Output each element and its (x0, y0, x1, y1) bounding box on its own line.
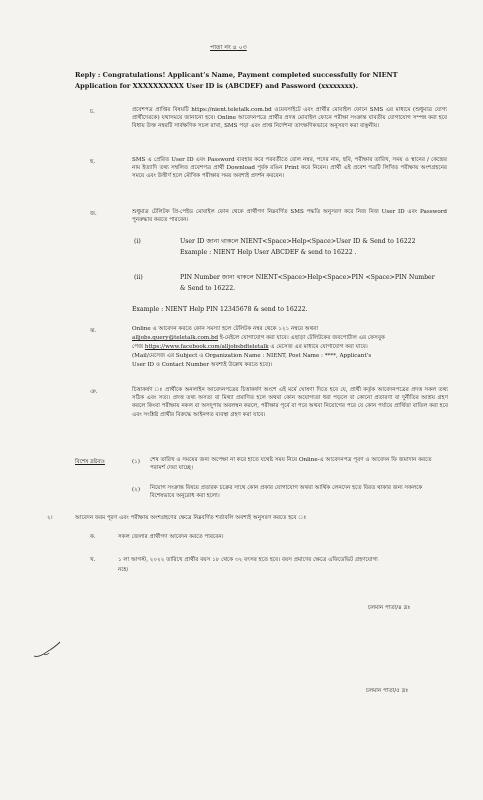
item-marker-jh: ঝ. (90, 328, 97, 334)
special-note-marker-1: (১) (132, 459, 140, 465)
sub-marker-ii: (ii) (134, 274, 143, 281)
special-note-label: বিশেষ দ্রষ্টব্যঃ (75, 459, 105, 465)
item-marker-chh: ছ. (90, 159, 96, 165)
sub-marker-i: (i) (134, 238, 141, 245)
reply-text: Reply : Congratulations! Applicant’s Name, Payment completed successfully for NIENT Application for XXXXXXXXXX User ID is (ABCDEF) and Password (xxxxxxxx). (75, 71, 398, 90)
item-jh-line4: (Mail/মেসেজ এর Subject এ Organization Name : NIENT, Post Name : ****, Applicant’s (132, 353, 372, 359)
special-note-point-1: শেষ তারিখ ও সময়ের জন্য অপেক্ষা না করে হাতে যথেষ্ট সময় নিয়ে Online-এ আবেদনপত্র পূরণ ও আবেদন ফি জমাদান করতে পরামর্শ দেয়া যাচ্ছে। (150, 457, 432, 472)
section-2-ka-text: সকল জেলার প্রার্থীগণ আবেদন করতে পারবেন। (118, 534, 224, 540)
item-jh-line3-pre: পেজ (132, 344, 145, 350)
item-jh-line1: Online এ আবেদন করতে কোন সমস্যা হলে টেলিটক নম্বর থেকে ১২১ নম্বরে অথবা (132, 326, 318, 332)
item-ch-text: প্রবেশপত্র প্রাপ্তির বিষয়টি https://nient.teletalk.com.bd ওয়েবসাইটে এবং প্রার্থীর মোবাইল ফোনে SMS এর মাধ্যমে (শুধুমাত্র যোগ্য প্রার্থীদেরকে) যথাসময়ে জানানো হবে। Online আবেদনপত্রে প্রার্থীর প্রদত্ত মোবাইল ফোনে পরীক্ষা সংক্রান্ত যাবতীয় যোগাযোগ সম্পন্ন করা হবে বিধায় উক্ত নম্বরটি সার্বক্ষণিক সচল রাখা, SMS পড়া এবং প্রাপ্ত নির্দেশনা তাৎক্ষণিকভাবে অনুসরণ করা বাঞ্ছনীয়। (132, 107, 447, 130)
item-nya-text: চিত্তাকর্ষণ ঃ প্রার্থীকে অনলাইন আবেদনপত্রের চিত্তাকর্ষণ অংশে এই মর্মে ঘোষণা দিতে হবে যে, প্রার্থী কর্তৃক আবেদনপত্রের প্রদত্ত সকল তথ্য সঠিক এবং সত্য। প্রদত্ত তথ্য অসত্য বা মিথ্যা প্রমাণিত হলে অথবা কোন অযোগ্যতা ধরা পড়লে বা কোনো প্রতারণা বা দুর্নীতির আশ্রয় গ্রহণ করলে কিংবা পরীক্ষায় নকল বা অসদুপায় অবলম্বন করলে, পরীক্ষার পূর্বে বা পরে অথবা নিয়োগের পরে যে কোন পর্যায়ে প্রার্থিতা বাতিল করা হবে এবং সংশ্লিষ্ট প্রার্থীর বিরুদ্ধে আইনগত ব্যবস্থা গ্রহণ করা যাবে। (132, 387, 448, 418)
item-marker-ch: চ. (90, 109, 95, 115)
sub-i-line1: User ID জানা থাকলে NIENT<Space>Help<Space>User ID & Send to 16222 (180, 238, 416, 245)
special-note-point-2: নিয়োগ সংক্রান্ত বিষয়ে প্রতারক চক্রের সাথে কোন প্রকার যোগাযোগ অথবা আর্থিক লেনদেন হতে বিরত থাকার জন্য সকলকে বিশেষভাবে অনুরোধ করা হলো। (150, 485, 423, 500)
item-jh-line2-rest: ই-মেইলে যোগাযোগ করা যাবে। এছাড়া টেলিটকের জবপোর্টাল এর ফেসবুক (218, 335, 385, 341)
section-2-marker: ২। (47, 515, 53, 521)
item-j-example: Example : NIENT Help PIN 12345678 & send to 16222. (132, 306, 308, 313)
item-jh-line2 (132, 334, 450, 342)
item-marker-j: জ. (90, 211, 97, 217)
item-jh-line3-post: এ মেসেজ এর মাধ্যমে যোগাযোগ করা যাবে। (268, 344, 368, 350)
page-number-label: পাতা নং ৪ ০৩ (210, 44, 247, 51)
continued-page-5: চলমান পাতা/৫ দ্রঃ (366, 688, 409, 694)
sub-i-line2: Example : NIENT Help User ABCDEF & send to 16222 . (180, 249, 357, 256)
section-2-ka-marker: ক. (90, 534, 96, 540)
sub-ii-line2: & Send to 16222. (180, 285, 236, 292)
item-jh-line3 (132, 343, 450, 351)
handwritten-mark-icon (30, 636, 64, 662)
sub-ii-line1: PIN Number জানা থাকলে NIENT<Space>Help<Space>PIN <Space>PIN Number (180, 274, 435, 281)
facebook-link[interactable]: https://www.facebook.com/alljobsbdteletalk (144, 344, 269, 350)
support-email-link[interactable]: alljobs.query@teletalk.com.bd (132, 335, 219, 341)
section-2-kha-line1: ১ লা আগস্ট, ২০২২ তারিখে প্রার্থীর বয়স ১৮ থেকে ৩২ বৎসর হতে হবে। বয়স প্রমাণের ক্ষেত্রে এফিডেভিট গ্রহণযোগ্য (118, 557, 378, 563)
item-chh-text: SMS এ প্রেরিত User ID এবং Password ব্যবহার করে পরবর্তীতে রোল নম্বর, পদের নাম, ছবি, পরীক্ষার তারিখ, সময় ও স্থানের / কেন্দ্রের নাম ইত্যাদি তথ্য সম্বলিত প্রবেশপত্র প্রার্থী Download পূর্বক রঙিন Print করে নিবেন। প্রার্থী এই প্রবেশ পত্রটি লিখিত পরীক্ষায় অংশগ্রহনের সময়ে এবং উত্তীর্ণ হলে মৌখিক পরীক্ষার সময় অবশ্যই প্রদর্শন করবেন। (132, 157, 447, 180)
section-2-title: আবেদন ফরম পূরণ এবং পরীক্ষায় অংশগ্রহণের ক্ষেত্রে নিম্নবর্ণিত শর্তাবলি অবশ্যই অনুসরণ করতে হবে ঃ (75, 515, 307, 521)
continued-page-4: চলমান পাতা/৪ দ্রঃ (368, 605, 411, 611)
special-note-marker-2: (২) (132, 487, 141, 493)
item-jh-line5: User ID ও Contact Number অবশ্যই উল্লেখ করতে হবে)। (132, 362, 273, 368)
item-j-text: শুধুমাত্র টেলিটক প্রি-পেইড মোবাইল ফোন থেকে প্রার্থীগণ নিম্নবর্ণিত SMS পদ্ধতি অনুসরণ করে নিজ নিজ User ID এবং Password পুনরুদ্ধার করতে পারবেন। (132, 209, 447, 224)
section-2-kha-marker: খ. (90, 557, 96, 563)
item-marker-nya: ঞ. (90, 389, 98, 395)
section-2-kha-line2: নহে। (118, 567, 129, 573)
